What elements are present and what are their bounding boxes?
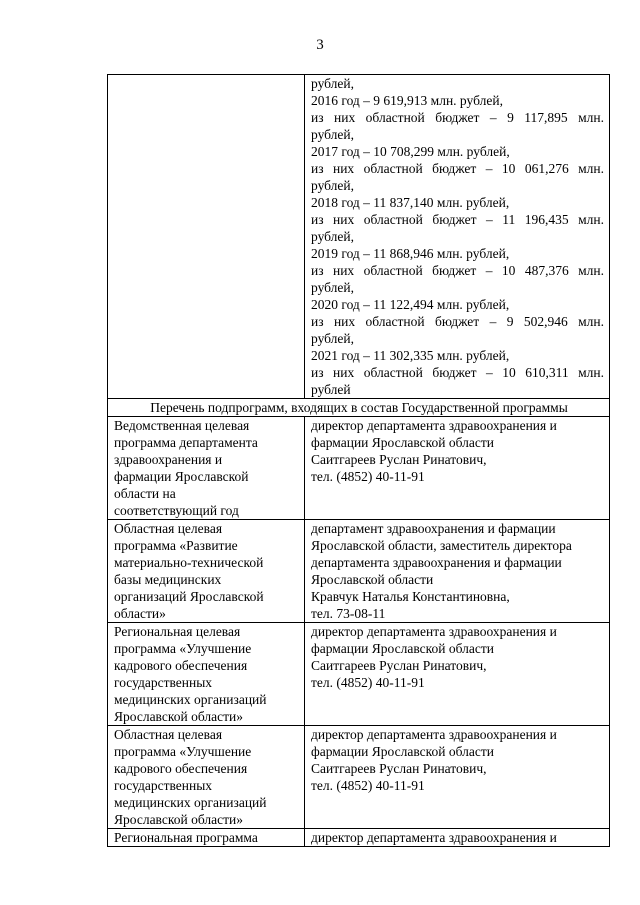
subprogram-name-line: Областная целевая <box>114 727 223 742</box>
subprogram-name-line: материально-технической <box>114 555 264 570</box>
subprogram-name-line: Региональная целевая <box>114 624 241 639</box>
subprogram-name-line: программа «Улучшение <box>114 744 252 759</box>
finance-line: из них областной бюджет – 10 610,311 млн. <box>311 365 604 380</box>
finance-line: рублей <box>311 382 351 397</box>
subprogram-row <box>108 417 610 520</box>
finance-label-cell <box>108 75 305 399</box>
contact-line: Саитгареев Руслан Ринатович, <box>311 761 487 776</box>
subprogram-name-line: фармации Ярославской <box>114 469 249 484</box>
contact-line: директор департамента здравоохранения и <box>311 830 557 845</box>
subprogram-name-line: области на <box>114 486 176 501</box>
subprograms-header: Перечень подпрограмм, входящих в состав Государственной программы <box>108 399 610 417</box>
subprogram-name-line: Областная целевая <box>114 521 223 536</box>
contact-line: Ярославской области <box>311 572 434 587</box>
finance-line: 2019 год – 11 868,946 млн. рублей, <box>311 246 510 261</box>
subprograms-header-row <box>108 399 610 417</box>
finance-line: рублей, <box>311 178 355 193</box>
finance-line: 2017 год – 10 708,299 млн. рублей, <box>311 144 510 159</box>
subprogram-name-cell <box>108 623 305 726</box>
subprogram-name-line: медицинских организаций <box>114 692 267 707</box>
finance-line: рублей, <box>311 229 355 244</box>
subprogram-name-cell <box>108 417 305 520</box>
finance-line: из них областной бюджет – 9 117,895 млн. <box>311 110 604 125</box>
finance-row <box>108 75 610 399</box>
subprogram-name-cell <box>108 829 305 847</box>
contact-line: Саитгареев Руслан Ринатович, <box>311 658 487 673</box>
contact-line: тел. (4852) 40-11-91 <box>311 675 425 690</box>
finance-line: 2021 год – 11 302,335 млн. рублей, <box>311 348 510 363</box>
finance-line: 2020 год – 11 122,494 млн. рублей, <box>311 297 510 312</box>
subprogram-name-line: медицинских организаций <box>114 795 267 810</box>
subprogram-contact-cell <box>305 623 610 726</box>
finance-line: из них областной бюджет – 10 487,376 млн. <box>311 263 604 278</box>
subprogram-name-line: государственных <box>114 778 213 793</box>
contact-line: тел. (4852) 40-11-91 <box>311 469 425 484</box>
contact-line: Кравчук Наталья Константиновна, <box>311 589 510 604</box>
finance-cell <box>305 75 610 399</box>
subprogram-name-line: Ведомственная целевая <box>114 418 250 433</box>
page-number: 3 <box>316 37 324 53</box>
subprogram-row <box>108 829 610 847</box>
subprogram-name-line: организаций Ярославской <box>114 589 264 604</box>
finance-line: из них областной бюджет – 10 061,276 млн. <box>311 161 604 176</box>
contact-line: директор департамента здравоохранения и <box>311 727 557 742</box>
finance-line: 2016 год – 9 619,913 млн. рублей, <box>311 93 503 108</box>
contact-line: департамент здравоохранения и фармации <box>311 521 556 536</box>
subprogram-row <box>108 726 610 829</box>
contact-line: Ярославской области, заместитель директора <box>311 538 572 553</box>
subprogram-name-line: Ярославской области» <box>114 709 243 724</box>
subprogram-name-line: программа «Развитие <box>114 538 238 553</box>
finance-line: рублей, <box>311 331 355 346</box>
contact-line: фармации Ярославской области <box>311 744 494 759</box>
contact-line: департамента здравоохранения и фармации <box>311 555 562 570</box>
contact-line: фармации Ярославской области <box>311 435 494 450</box>
subprogram-name-line: кадрового обеспечения <box>114 761 248 776</box>
contact-line: Саитгареев Руслан Ринатович, <box>311 452 487 467</box>
contact-line: фармации Ярославской области <box>311 641 494 656</box>
finance-line: рублей, <box>311 280 355 295</box>
subprogram-name-line: Ярославской области» <box>114 812 243 827</box>
subprogram-row <box>108 623 610 726</box>
subprogram-contact-cell <box>305 829 610 847</box>
subprogram-name-cell <box>108 726 305 829</box>
subprogram-name-line: программа «Улучшение <box>114 641 252 656</box>
subprogram-name-line: базы медицинских <box>114 572 222 587</box>
contact-line: директор департамента здравоохранения и <box>311 418 557 433</box>
subprogram-contact-cell <box>305 520 610 623</box>
subprogram-name-line: государственных <box>114 675 213 690</box>
subprogram-contact-cell <box>305 726 610 829</box>
subprogram-name-line: здравоохранения и <box>114 452 223 467</box>
subprogram-name-cell <box>108 520 305 623</box>
subprogram-contact-cell <box>305 417 610 520</box>
finance-line: из них областной бюджет – 9 502,946 млн. <box>311 314 604 329</box>
contact-line: директор департамента здравоохранения и <box>311 624 557 639</box>
subprogram-name-line: программа департамента <box>114 435 258 450</box>
subprogram-name-line: Региональная программа <box>114 830 258 845</box>
subprogram-name-line: соответствующий год <box>114 503 239 518</box>
subprogram-name-line: области» <box>114 606 166 621</box>
contact-line: тел. 73-08-11 <box>311 606 386 621</box>
finance-line: 2018 год – 11 837,140 млн. рублей, <box>311 195 510 210</box>
subprogram-name-line: кадрового обеспечения <box>114 658 248 673</box>
finance-line: рублей, <box>311 76 355 91</box>
program-table <box>107 74 610 847</box>
subprogram-row <box>108 520 610 623</box>
finance-line: рублей, <box>311 127 355 142</box>
finance-line: из них областной бюджет – 11 196,435 млн. <box>311 212 604 227</box>
contact-line: тел. (4852) 40-11-91 <box>311 778 425 793</box>
